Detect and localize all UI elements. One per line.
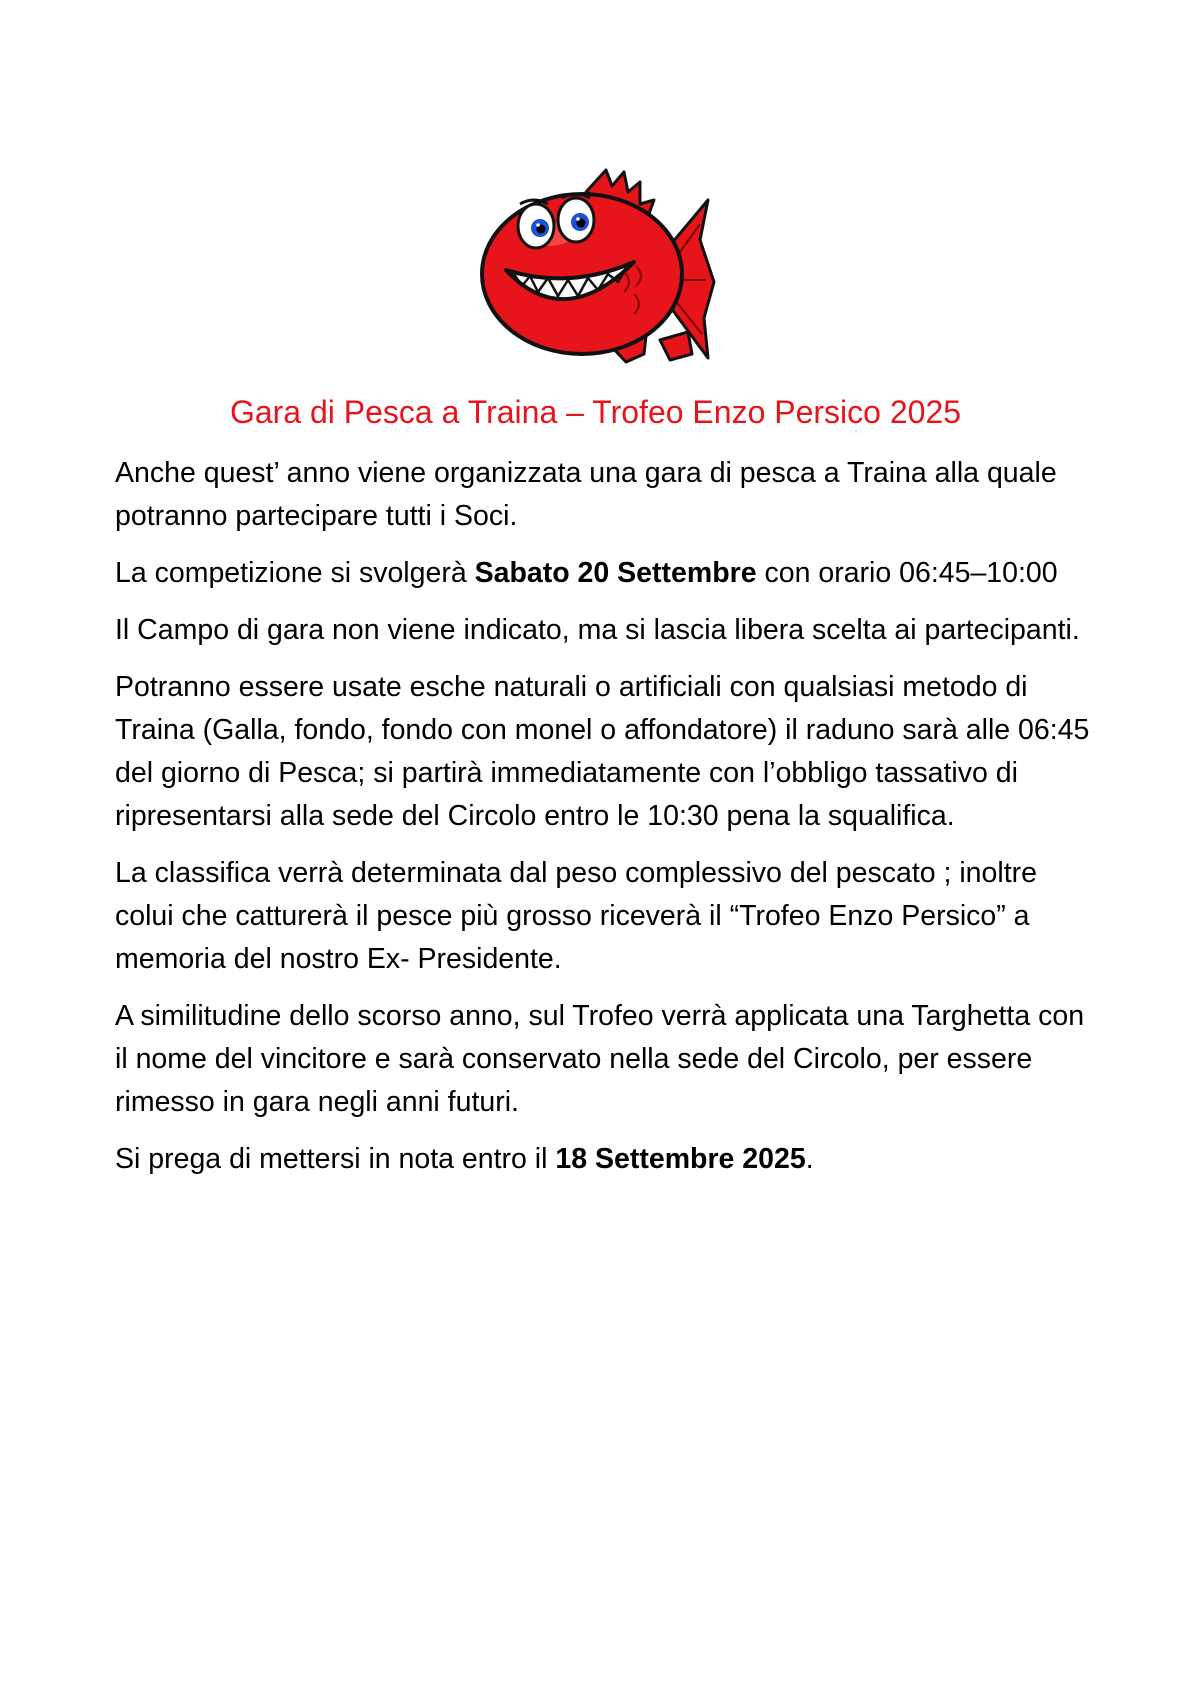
text-span: Si prega di mettersi in nota entro il — [115, 1143, 556, 1175]
text-span: . — [805, 1143, 814, 1175]
paragraph-intro: Anche quest’ anno viene organizzata una gara di pesca a Traina alla quale potranno partecipare tutti i Soci. — [115, 457, 1057, 532]
text-span: La competizione si svolgerà — [115, 557, 475, 589]
paragraph-deadline — [115, 1138, 1095, 1181]
paragraph-field: Il Campo di gara non viene indicato, ma si lascia libera scelta ai partecipanti. — [115, 614, 1080, 646]
paragraph-date — [115, 552, 1095, 595]
page-title: Gara di Pesca a Traina – Trofeo Enzo Persico 2025 — [229, 394, 962, 430]
document-body — [115, 452, 1095, 1195]
text-span: con orario 06:45–10:00 — [756, 557, 1058, 589]
bold-date: Sabato 20 Settembre — [474, 557, 757, 589]
red-fish-mascot-icon — [474, 162, 724, 374]
paragraph-rules: Potranno essere usate esche naturali o artificiali con qualsiasi metodo di Traina (Galla, fondo, fondo con monel o affondatore) il raduno sarà alle 06:45 del giorno di Pesca; si partirà immediatamente con l’obbligo tassativo di ripresentarsi alla sede del Circolo entro le 10:30 pena la squalifica. — [115, 671, 1090, 832]
paragraph-trophy: A similitudine dello scorso anno, sul Trofeo verrà applicata una Targhetta con il nome del vincitore e sarà conservato nella sede del Circolo, per essere rimesso in gara negli anni futuri. — [115, 1000, 1085, 1118]
bold-deadline: 18 Settembre 2025 — [555, 1143, 806, 1175]
paragraph-ranking: La classifica verrà determinata dal peso complessivo del pescato ; inoltre colui che catturerà il pesce più grosso riceverà il “Trofeo Enzo Persico” a memoria del nostro Ex- Presidente. — [115, 857, 1037, 975]
